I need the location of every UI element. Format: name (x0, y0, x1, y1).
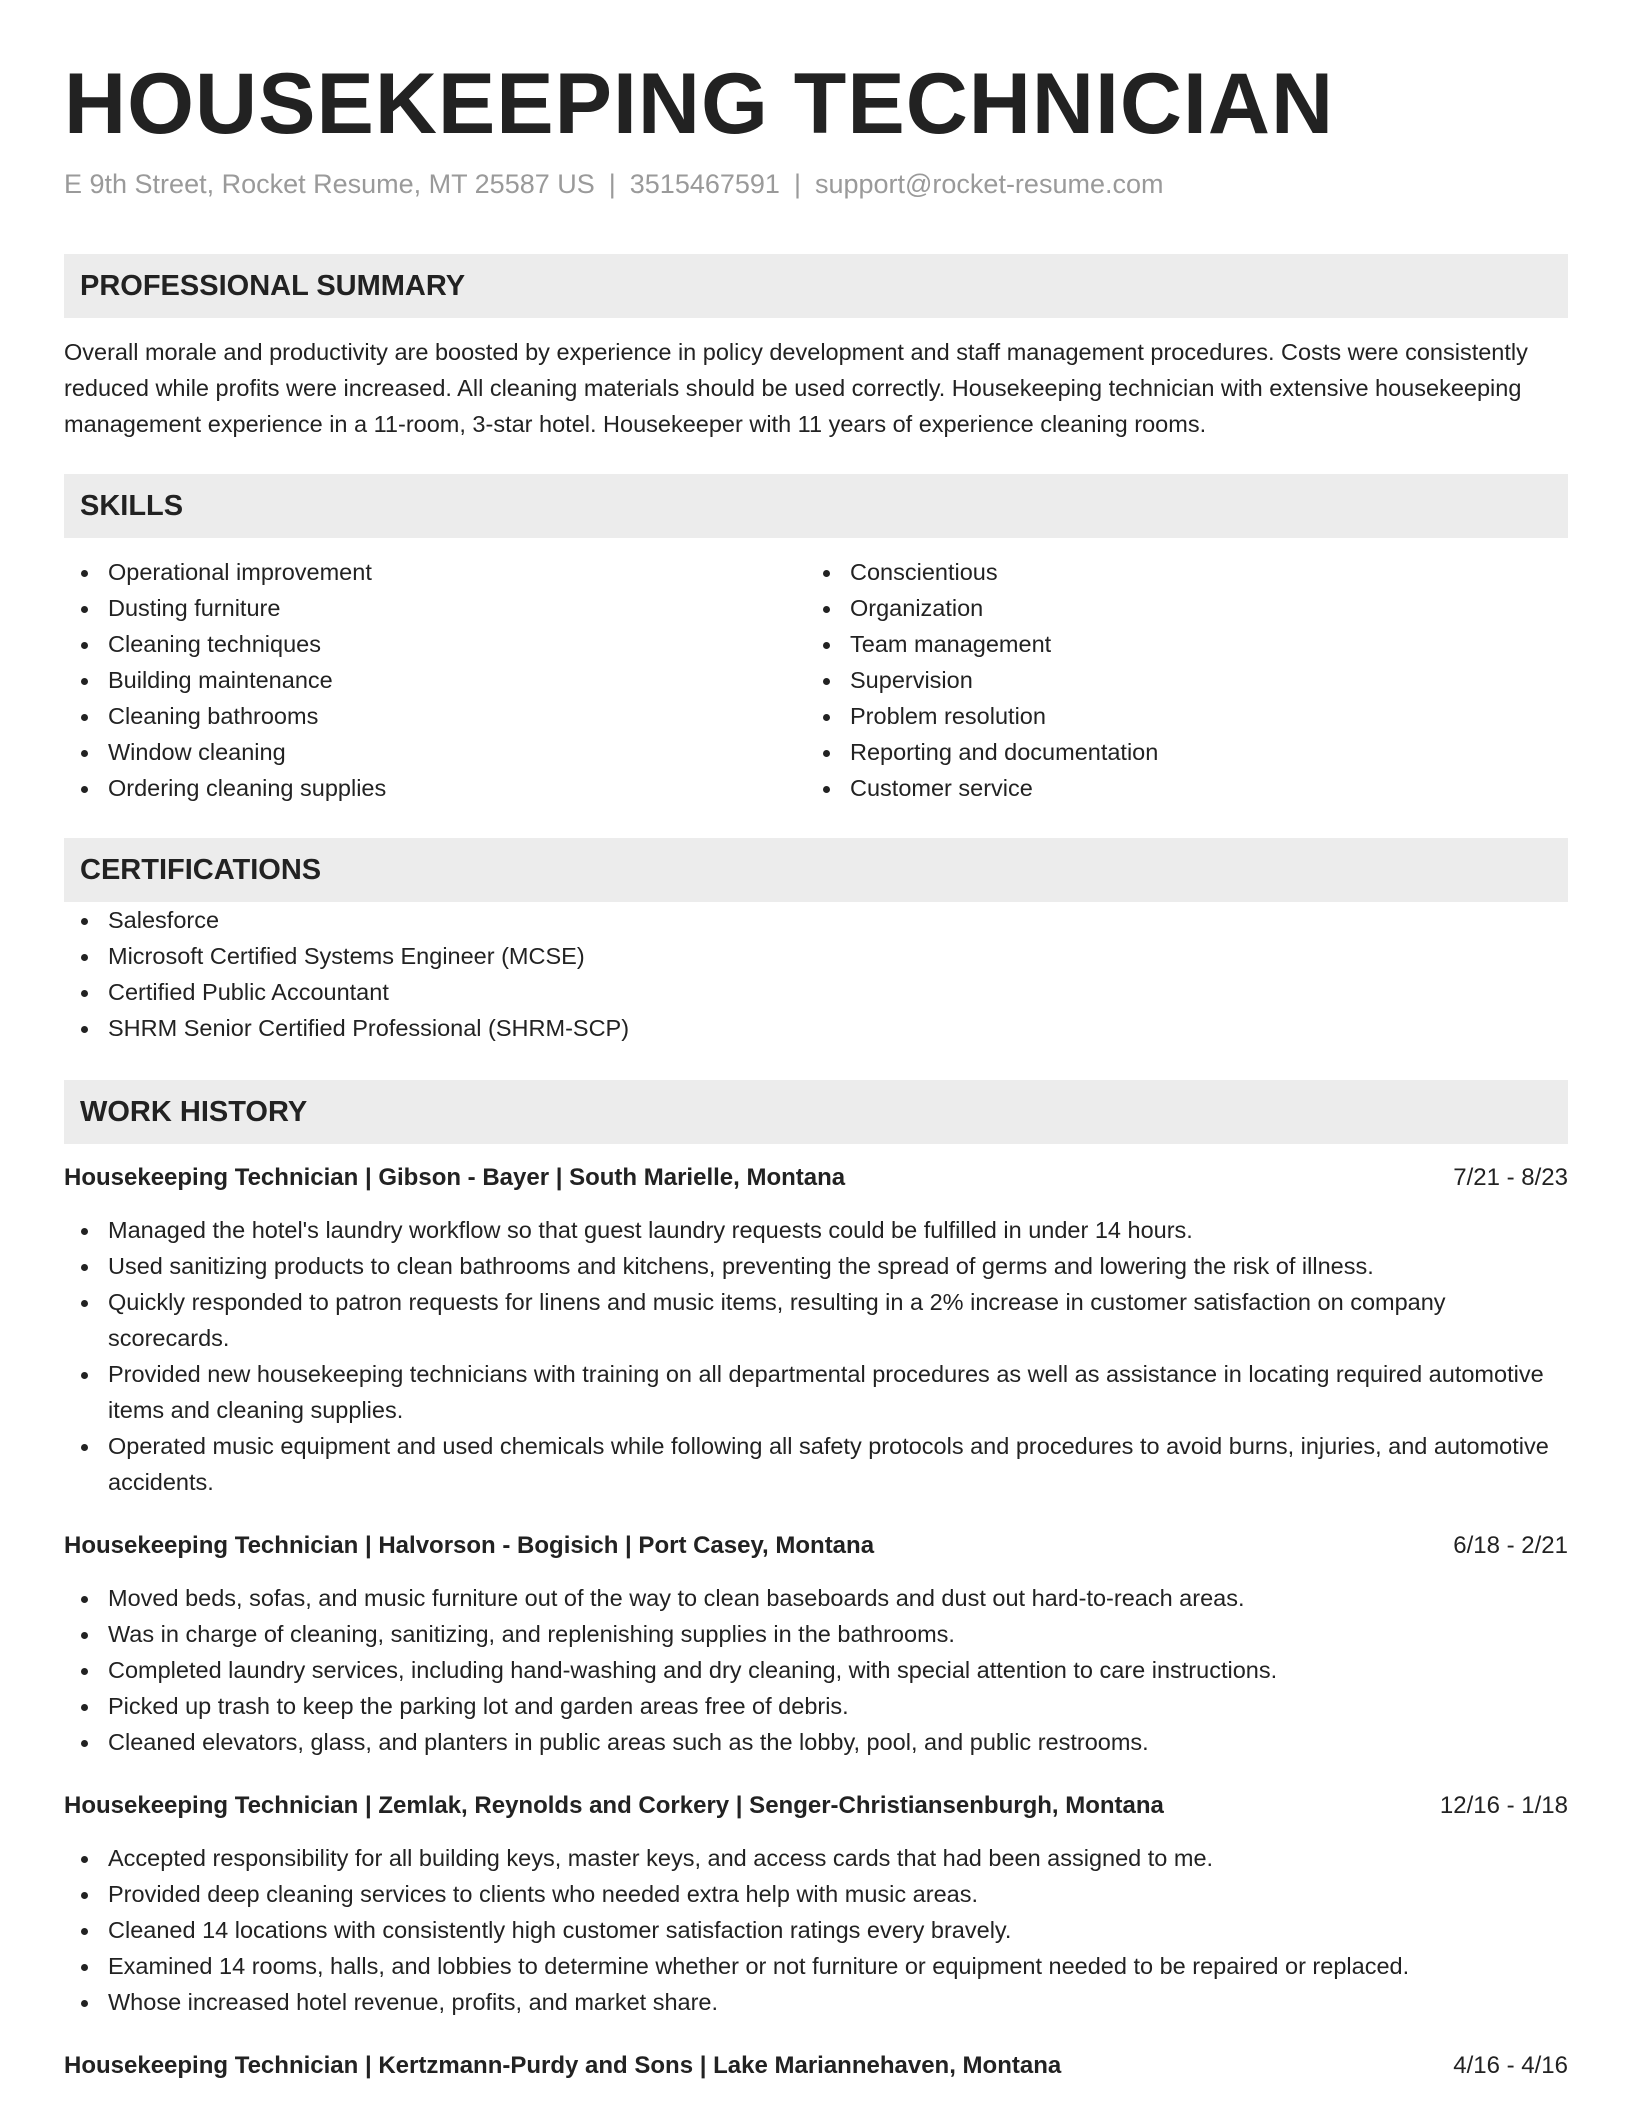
job-dates: 7/21 - 8/23 (1453, 1164, 1568, 1191)
job-entry (64, 1160, 1568, 1500)
certification-item: Salesforce (64, 902, 1568, 938)
job-duty-item: Operated music equipment and used chemicals while following all safety protocols and procedures to avoid burns, injuries, and automotive accidents. (64, 1428, 1568, 1500)
contact-address: E 9th Street, Rocket Resume, MT 25587 US (64, 169, 595, 199)
candidate-name: HOUSEKEEPING TECHNICIAN (64, 56, 1335, 152)
contact-email[interactable]: support@rocket-resume.com (814, 169, 1164, 199)
skill-item: Organization (806, 590, 1548, 626)
skill-item: Operational improvement (64, 554, 806, 590)
job-duty-item: Accepted responsibility for all building keys, master keys, and access cards that had been assigned to me. (64, 1840, 1568, 1876)
job-duty-item: Examined 14 rooms, halls, and lobbies to determine whether or not furniture or equipment needed to be repaired or replaced. (64, 1948, 1568, 1984)
job-dates: 4/16 - 4/16 (1453, 2052, 1568, 2079)
skill-item: Building maintenance (64, 662, 806, 698)
job-duty-item: Used sanitizing products to clean bathrooms and kitchens, preventing the spread of germs and lowering the risk of illness. (64, 1248, 1568, 1284)
job-duty-item: Managed the hotel's laundry workflow so that guest laundry requests could be fulfilled in under 14 hours. (64, 1212, 1568, 1248)
job-dates: 6/18 - 2/21 (1453, 1532, 1568, 1559)
certification-item: Certified Public Accountant (64, 974, 1568, 1010)
job-duty-item: Cleaned 14 locations with consistently high customer satisfaction ratings every bravely. (64, 1912, 1568, 1948)
section-heading-certifications: CERTIFICATIONS (64, 838, 1568, 902)
section-heading-summary: PROFESSIONAL SUMMARY (64, 254, 1568, 318)
skill-item: Customer service (806, 770, 1548, 806)
job-title: Housekeeping Technician | Kertzmann-Purdy and Sons | Lake Mariannehaven, Montana (64, 2052, 1062, 2079)
job-entry (64, 2048, 1568, 2084)
contact-line (64, 166, 1568, 202)
contact-separator: | (608, 169, 616, 199)
job-header (64, 1788, 1568, 1824)
skill-item: Cleaning bathrooms (64, 698, 806, 734)
skill-item: Problem resolution (806, 698, 1548, 734)
job-title: Housekeeping Technician | Zemlak, Reynolds and Corkery | Senger-Christiansenburgh, Montana (64, 1792, 1164, 1819)
skill-item: Team management (806, 626, 1548, 662)
job-duty-item: Completed laundry services, including hand-washing and dry cleaning, with special attention to care instructions. (64, 1652, 1568, 1688)
job-duty-item: Cleaned elevators, glass, and planters in public areas such as the lobby, pool, and public restrooms. (64, 1724, 1568, 1760)
job-duty-item: Provided deep cleaning services to clients who needed extra help with music areas. (64, 1876, 1568, 1912)
job-duties (64, 1840, 1568, 2020)
skills-column-right (806, 554, 1548, 806)
job-header (64, 1160, 1568, 1196)
job-duty-item: Was in charge of cleaning, sanitizing, and replenishing supplies in the bathrooms. (64, 1616, 1568, 1652)
section-heading-skills: SKILLS (64, 474, 1568, 538)
contact-separator: | (793, 169, 801, 199)
skills-list (64, 554, 1568, 806)
job-header (64, 1528, 1568, 1564)
job-header (64, 2048, 1568, 2084)
skill-item: Supervision (806, 662, 1548, 698)
certification-item: Microsoft Certified Systems Engineer (MCSE) (64, 938, 1568, 974)
summary-paragraph: Overall morale and productivity are boosted by experience in policy development and staff management procedures. Costs were consistently reduced while profits were increased. All cleaning materials should be used correctly. Housekeeping technician with extensive housekeeping management experience in a 11-room, 3-star hotel. Housekeeper with 11 years of experience cleaning rooms. (64, 339, 1528, 437)
section-heading-work-history: WORK HISTORY (64, 1080, 1568, 1144)
skill-item: Ordering cleaning supplies (64, 770, 806, 806)
job-title: Housekeeping Technician | Halvorson - Bogisich | Port Casey, Montana (64, 1532, 875, 1559)
skills-column-left (64, 554, 806, 806)
skill-item: Window cleaning (64, 734, 806, 770)
job-duty-item: Moved beds, sofas, and music furniture out of the way to clean baseboards and dust out hard-to-reach areas. (64, 1580, 1568, 1616)
job-duties (64, 1580, 1568, 1760)
skill-item: Cleaning techniques (64, 626, 806, 662)
job-duty-item: Provided new housekeeping technicians with training on all departmental procedures as well as assistance in locating required automotive items and cleaning supplies. (64, 1356, 1568, 1428)
job-duty-item: Whose increased hotel revenue, profits, and market share. (64, 1984, 1568, 2020)
skill-item: Reporting and documentation (806, 734, 1548, 770)
job-duty-item: Picked up trash to keep the parking lot and garden areas free of debris. (64, 1688, 1568, 1724)
job-entry (64, 1528, 1568, 1760)
skill-item: Conscientious (806, 554, 1548, 590)
certification-item: SHRM Senior Certified Professional (SHRM-SCP) (64, 1010, 1568, 1046)
job-title: Housekeeping Technician | Gibson - Bayer | South Marielle, Montana (64, 1164, 846, 1191)
job-dates: 12/16 - 1/18 (1439, 1792, 1568, 1819)
certifications-list (64, 902, 1568, 1046)
resume-page (64, 0, 1568, 2084)
job-duties (64, 1212, 1568, 1500)
contact-phone: 3515467591 (629, 169, 780, 199)
job-entry (64, 1788, 1568, 2020)
skill-item: Dusting furniture (64, 590, 806, 626)
job-duty-item: Quickly responded to patron requests for linens and music items, resulting in a 2% increase in customer satisfaction on company scorecards. (64, 1284, 1568, 1356)
